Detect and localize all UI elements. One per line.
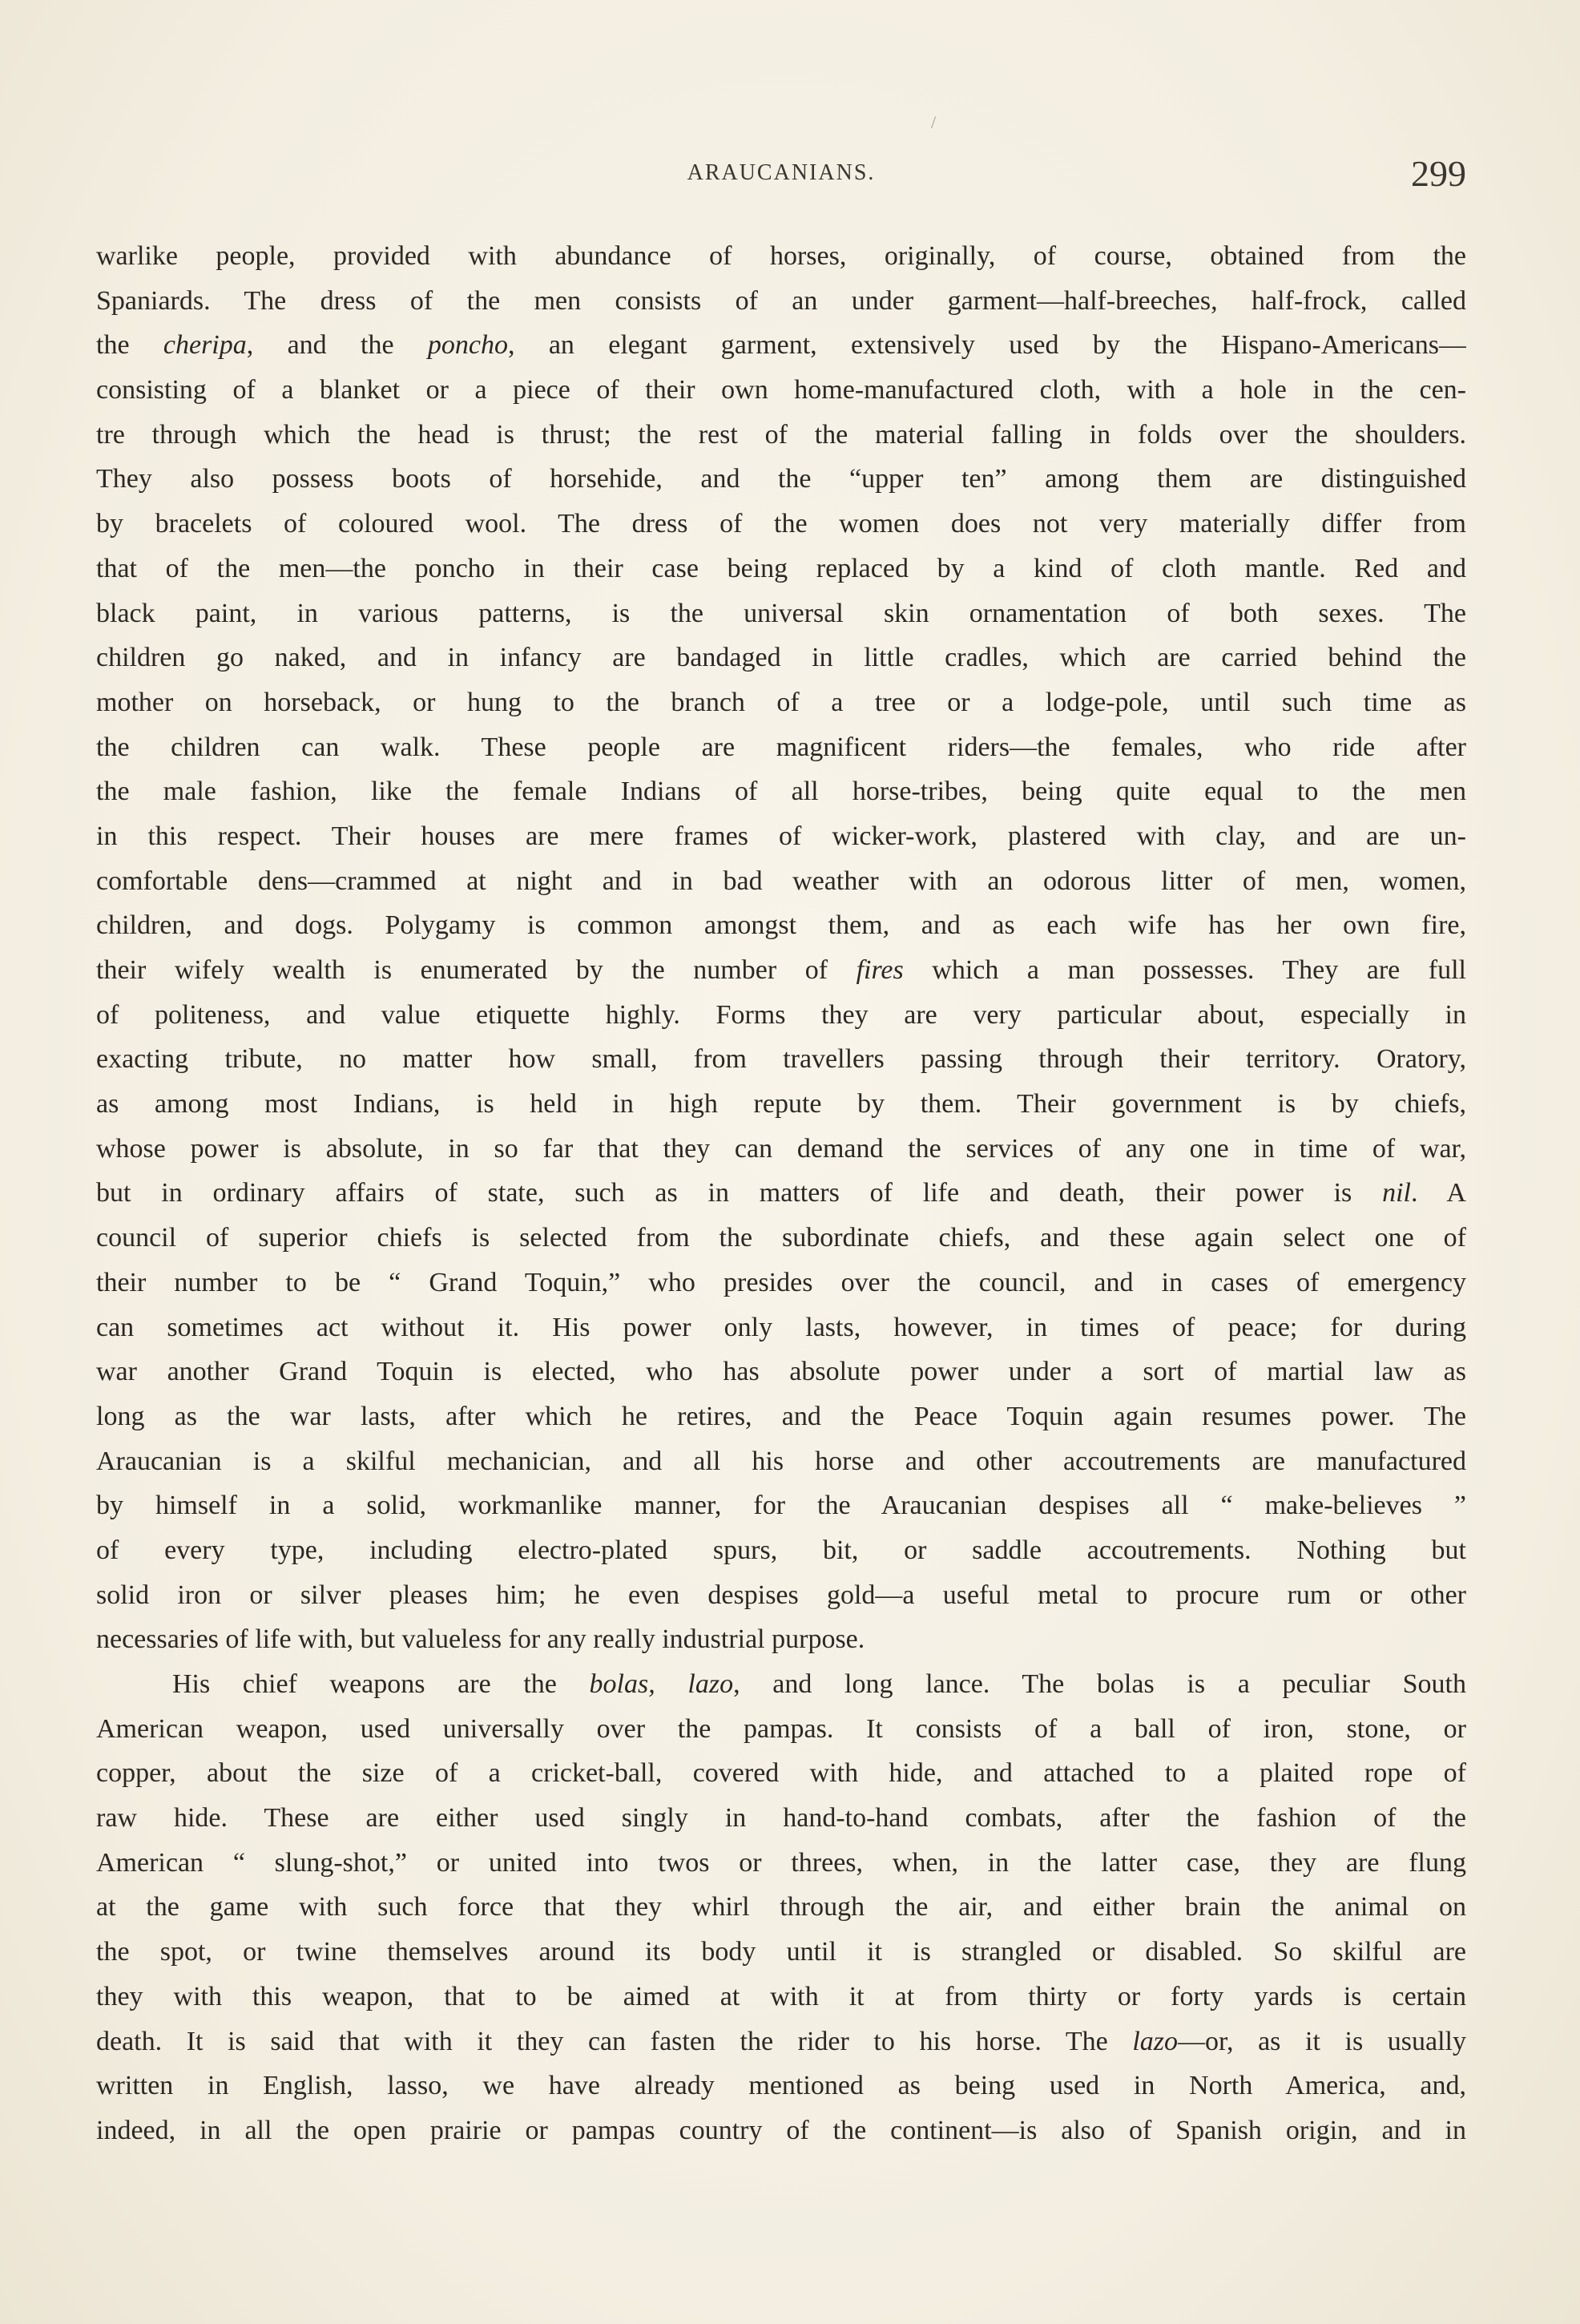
text-line: American “ slung-shot,” or united into twos or threes, when, in the latter case, they are flung bbox=[96, 1847, 1466, 1878]
text-line: long as the war lasts, after which he retires, and the Peace Toquin again resumes power. The bbox=[96, 1401, 1466, 1431]
text-line: mother on horseback, or hung to the branch of a tree or a lodge-pole, until such time as bbox=[96, 687, 1466, 717]
text-line: that of the men—the poncho in their case being replaced by a kind of cloth mantle. Red and bbox=[96, 553, 1466, 583]
text-line: Araucanian is a skilful mechanician, and all his horse and other accoutrements are manufactured bbox=[96, 1446, 1466, 1476]
text-line: at the game with such force that they whirl through the air, and either brain the animal on bbox=[96, 1892, 1466, 1923]
page-number: 299 bbox=[1411, 153, 1466, 194]
text-line: they with this weapon, that to be aimed at with it at from thirty or forty yards is certain bbox=[96, 1981, 1466, 2011]
text-line: tre through which the head is thrust; the rest of the material falling in folds over the shoulders. bbox=[96, 419, 1466, 450]
text-line: whose power is absolute, in so far that they can demand the services of any one in time of war, bbox=[96, 1133, 1466, 1164]
text-line: American weapon, used universally over the pampas. It consists of a ball of iron, stone, or bbox=[96, 1713, 1466, 1744]
text-line: children, and dogs. Polygamy is common amongst them, and as each wife has her own fire, bbox=[96, 910, 1466, 941]
text-line: their number to be “ Grand Toquin,” who presides over the council, and in cases of emergency bbox=[96, 1267, 1466, 1297]
text-line: the children can walk. These people are magnificent riders—the females, who ride after bbox=[96, 732, 1466, 762]
text-line: war another Grand Toquin is elected, who has absolute power under a sort of martial law as bbox=[96, 1357, 1466, 1387]
text-line: the cheripa, and the poncho, an elegant garment, extensively used by the Hispano-Americans— bbox=[96, 330, 1466, 361]
text-line: warlike people, provided with abundance of horses, originally, of course, obtained from the bbox=[96, 241, 1466, 271]
text-line: necessaries of life with, but valueless for any really industrial purpose. bbox=[96, 1624, 865, 1655]
text-line: the male fashion, like the female Indians of all horse-tribes, being quite equal to the men bbox=[96, 777, 1466, 807]
text-line: written in English, lasso, we have already mentioned as being used in North America, and, bbox=[96, 2071, 1466, 2101]
text-line: by bracelets of coloured wool. The dress of the women does not very materially differ from bbox=[96, 509, 1466, 539]
text-line: by himself in a solid, workmanlike manner, for the Araucanian despises all “ make-believes ” bbox=[96, 1491, 1466, 1521]
page-header bbox=[96, 152, 1466, 200]
body-text bbox=[96, 234, 1466, 2153]
text-line: His chief weapons are the bolas, lazo, and long lance. The bolas is a peculiar South bbox=[172, 1669, 1466, 1699]
running-head: ARAUCANIANS. bbox=[687, 160, 876, 185]
text-line: consisting of a blanket or a piece of their own home-manufactured cloth, with a hole in the cen- bbox=[96, 375, 1466, 405]
text-line: of politeness, and value etiquette highly. Forms they are very particular about, especially in bbox=[96, 999, 1466, 1030]
text-line: council of superior chiefs is selected from the subordinate chiefs, and these again select one of bbox=[96, 1223, 1466, 1253]
text-line: exacting tribute, no matter how small, from travellers passing through their territory. Oratory, bbox=[96, 1044, 1466, 1075]
text-line: copper, about the size of a cricket-ball, covered with hide, and attached to a plaited rope of bbox=[96, 1758, 1466, 1789]
text-line: Spaniards. The dress of the men consists of an under garment—half-breeches, half-frock, called bbox=[96, 285, 1466, 316]
text-line: comfortable dens—crammed at night and in bad weather with an odorous litter of men, women, bbox=[96, 865, 1466, 896]
text-line: of every type, including electro-plated spurs, bit, or saddle accoutrements. Nothing but bbox=[96, 1535, 1466, 1565]
text-line: black paint, in various patterns, is the universal skin ornamentation of both sexes. The bbox=[96, 598, 1466, 628]
text-line: as among most Indians, is held in high repute by them. Their government is by chiefs, bbox=[96, 1089, 1466, 1120]
text-line: solid iron or silver pleases him; he even despises gold—a useful metal to procure rum or other bbox=[96, 1580, 1466, 1610]
text-line: can sometimes act without it. His power only lasts, however, in times of peace; for during bbox=[96, 1312, 1466, 1342]
stray-mark: / bbox=[931, 112, 937, 132]
text-line: raw hide. These are either used singly in hand-to-hand combats, after the fashion of the bbox=[96, 1803, 1466, 1834]
text-line: children go naked, and in infancy are bandaged in little cradles, which are carried behind the bbox=[96, 643, 1466, 673]
text-line: but in ordinary affairs of state, such as in matters of life and death, their power is nil. A bbox=[96, 1178, 1466, 1208]
text-line: indeed, in all the open prairie or pampas country of the continent—is also of Spanish origin, and in bbox=[96, 2115, 1466, 2145]
text-line: in this respect. Their houses are mere frames of wicker-work, plastered with clay, and are un- bbox=[96, 821, 1466, 851]
text-line: the spot, or twine themselves around its body until it is strangled or disabled. So skilful are bbox=[96, 1937, 1466, 1967]
text-line: death. It is said that with it they can fasten the rider to his horse. The lazo—or, as it is usually bbox=[96, 2026, 1466, 2056]
text-line: They also possess boots of horsehide, and the “upper ten” among them are distinguished bbox=[96, 464, 1466, 494]
text-line: their wifely wealth is enumerated by the number of fires which a man possesses. They are full bbox=[96, 955, 1466, 985]
